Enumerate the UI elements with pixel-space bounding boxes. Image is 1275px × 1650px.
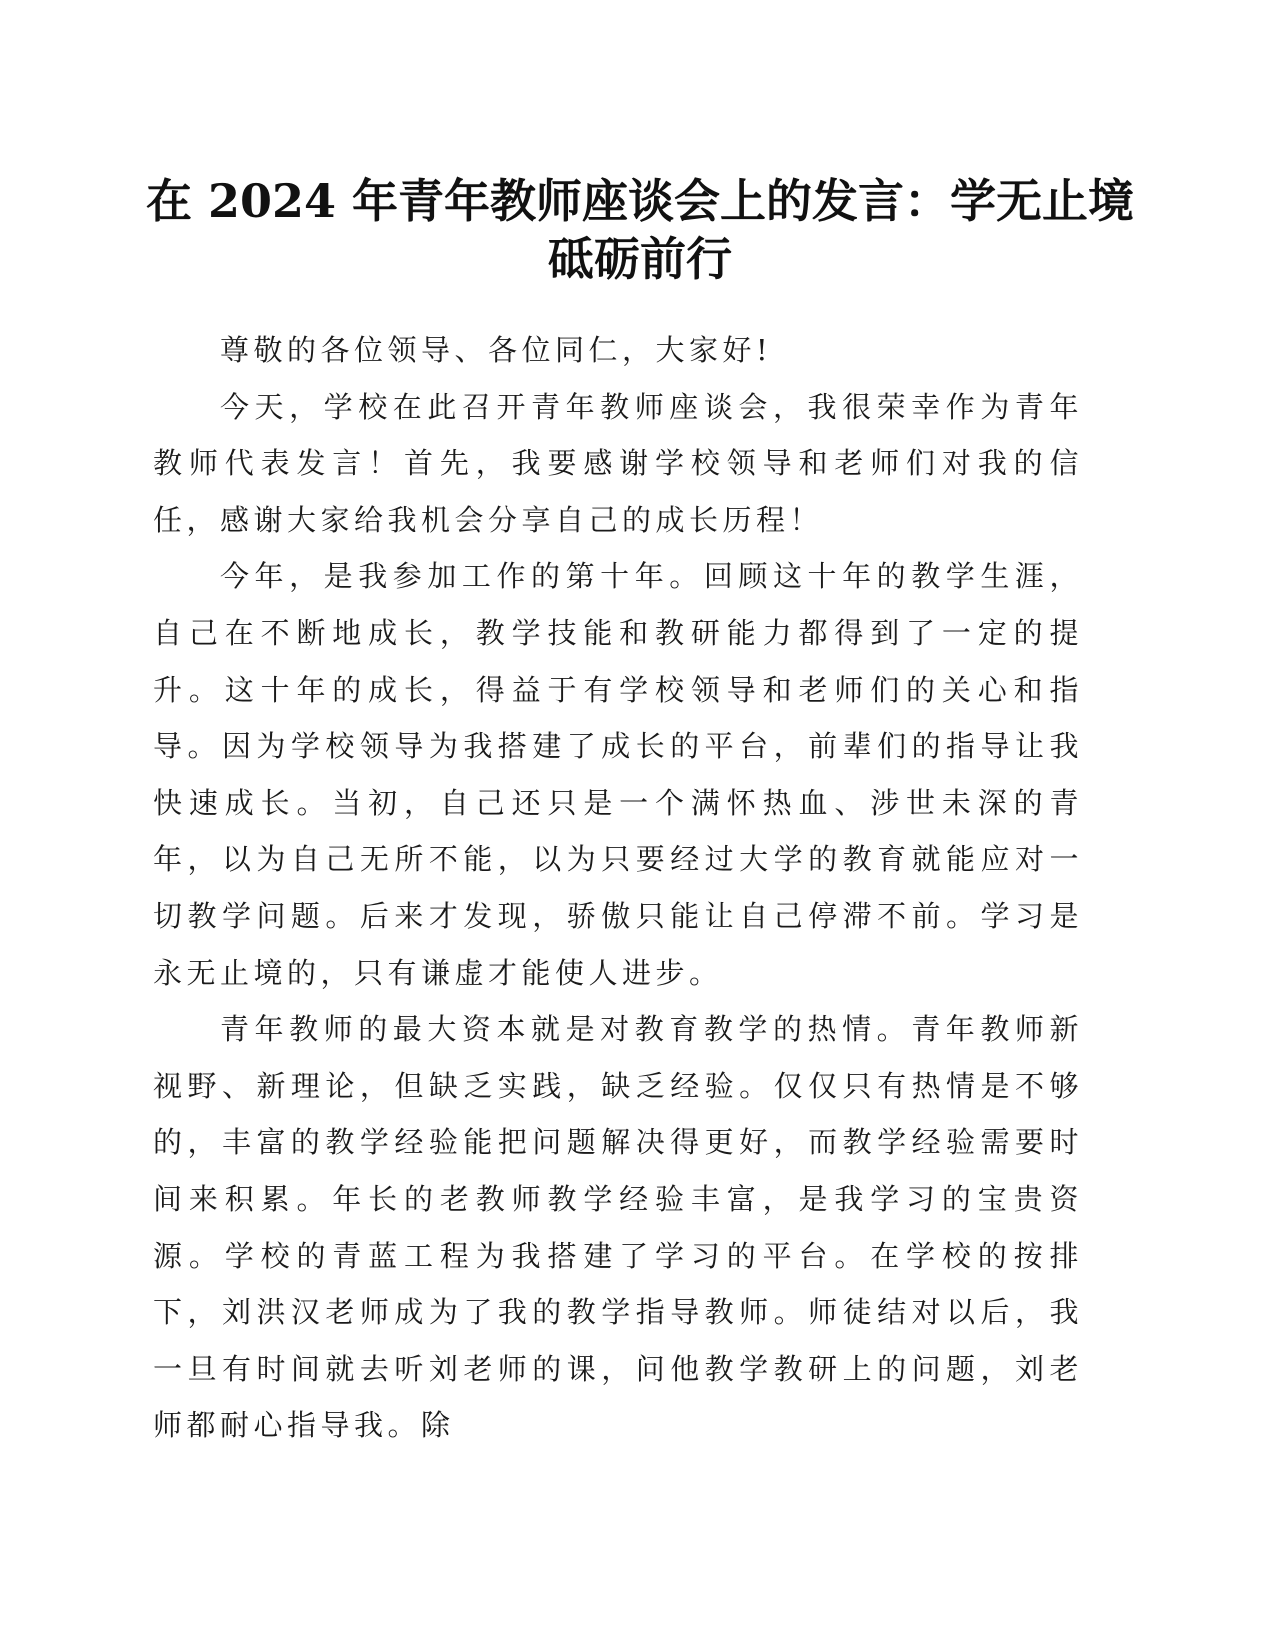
document-title	[140, 172, 1140, 288]
paragraph-greeting: 尊敬的各位领导、各位同仁，大家好!	[220, 333, 773, 367]
paragraph-passion: 青年教师的最大资本就是对教育教学的热情。青年教师新视野、新理论，但缺乏实践，缺乏经验。仅仅只有热情是不够的，丰富的教学经验能把问题解决得更好，而教学经验需要时间来积累。年长的老教师教学经验丰富，是我学习的宝贵资源。学校的青蓝工程为我搭建了学习的平台。在学校的按排下，刘洪汉老师成为了我的教学指导教师。师徒结对以后，我一旦有时间就去听刘老师的课，问他教学教研上的问题，刘老师都耐心指导我。除	[153, 1012, 1083, 1443]
title-line-2: 砥砺前行	[548, 232, 732, 286]
document-body	[153, 322, 1083, 1454]
paragraph-opening: 今天，学校在此召开青年教师座谈会，我很荣幸作为青年教师代表发言！首先，我要感谢学校领导和老师们对我的信任，感谢大家给我机会分享自己的成长历程！	[153, 389, 1083, 537]
paragraph-ten-years: 今年，是我参加工作的第十年。回顾这十年的教学生涯，自己在不断地成长，教学技能和教研能力都得到了一定的提升。这十年的成长，得益于有学校领导和老师们的关心和指导。因为学校领导为我搭建了成长的平台，前辈们的指导让我快速成长。当初，自己还只是一个满怀热血、涉世未深的青年，以为自己无所不能，以为只要经过大学的教育就能应对一切教学问题。后来才发现，骄傲只能让自己停滞不前。学习是永无止境的，只有谦虚才能使人进步。	[153, 559, 1083, 990]
title-line-1: 在 2024 年青年教师座谈会上的发言：学无止境	[145, 174, 1135, 228]
